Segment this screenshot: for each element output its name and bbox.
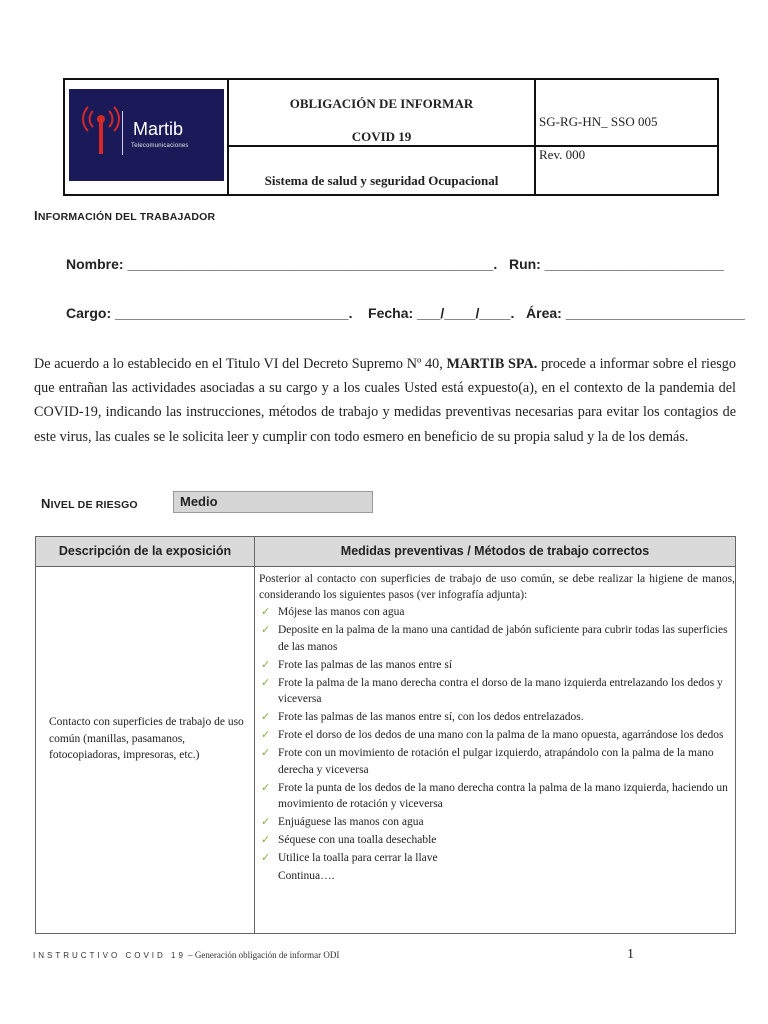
list-item [259, 850, 735, 867]
continue-text: Continua…. [278, 870, 335, 882]
paragraph-pre: De acuerdo a lo establecido en el Titulo VI del Decreto Supremo Nº 40, [34, 356, 447, 372]
checkmark-icon: ✓ [261, 780, 271, 794]
list-item [259, 832, 735, 849]
column-divider [254, 537, 255, 933]
worker-section-title [34, 207, 215, 225]
list-item [259, 745, 735, 778]
step-text: Frote las palmas de las manos entre sí, con los dedos entrelazados. [278, 711, 584, 723]
risk-label-rest: IVEL DE RIESGO [50, 499, 138, 511]
risk-level-label [41, 495, 138, 513]
checkmark-icon: ✓ [261, 657, 271, 671]
title-initial: I [34, 208, 38, 223]
logo-divider [122, 111, 123, 155]
risk-level-value: Medio [173, 491, 373, 513]
footer-instructivo: INSTRUCTIVO COVID 19 [33, 951, 186, 960]
step-text: Frote la palma de la mano derecha contra el dorso de la mano izquierda entrelazando los dedos y viceversa [278, 676, 723, 705]
intro-paragraph [34, 352, 736, 449]
title-rest: NFORMACIÓN DEL TRABAJADOR [37, 211, 216, 223]
list-item [259, 675, 735, 708]
document-header-table [63, 78, 719, 196]
step-text: Frote las palmas de las manos entre sí [278, 658, 453, 671]
revision-number: Rev. 000 [539, 147, 586, 162]
list-item [259, 727, 735, 744]
list-item [259, 709, 735, 726]
system-cell [229, 147, 534, 194]
nombre-run-line: Nombre: _______________________________________________. Run: _______________________ [66, 256, 724, 272]
checkmark-icon: ✓ [261, 605, 271, 618]
risk-label-initial: N [41, 496, 51, 511]
measures-table [35, 536, 736, 934]
company-logo [69, 89, 224, 181]
checkmark-icon: ✓ [261, 728, 271, 741]
step-text: Séquese con una toalla desechable [278, 834, 437, 846]
title-cell [229, 80, 536, 194]
checkmark-icon: ✓ [261, 746, 271, 759]
checkmark-icon: ✓ [261, 623, 271, 636]
system-name: Sistema de salud y seguridad Ocupacional [264, 173, 499, 188]
checkmark-icon: ✓ [261, 710, 271, 723]
logo-brand-text: Martib [133, 119, 184, 139]
logo-subtitle-text: Telecomunicaciones [131, 143, 189, 149]
page-number: 1 [627, 947, 634, 962]
step-text: Utilice la toalla para cerrar la llave [278, 852, 438, 864]
exposure-description: Contacto con superficies de trabajo de uso común (manillas, pasamanos, fotocopiadoras, impresoras, etc.) [49, 716, 244, 761]
header-measures: Medidas preventivas / Métodos de trabajo correctos [340, 544, 650, 558]
step-text: Frote la punta de los dedos de la mano derecha contra la palma de la mano izquierda, haciendo un movimiento de rotación y viceversa [278, 781, 728, 810]
step-text: Frote con un movimiento de rotación el pulgar izquierdo, atrapándolo con la palma de la mano derecha y viceversa [278, 747, 714, 776]
logo-cell [65, 80, 229, 194]
list-item [259, 622, 735, 655]
list-item [259, 780, 735, 813]
document-title: OBLIGACIÓN DE INFORMAR [289, 96, 474, 111]
list-item [259, 814, 735, 831]
checkmark-icon: ✓ [261, 851, 271, 864]
step-text: Frote el dorso de los dedos de una mano con la palma de la mano opuesta, agarrándose los dedos [278, 729, 724, 741]
document-subtitle-covid: COVID 19 [351, 129, 412, 144]
header-exposure: Descripción de la exposición [58, 544, 232, 558]
measures-cell [259, 571, 735, 885]
step-text: Enjuáguese las manos con agua [278, 816, 424, 828]
paragraph-post: procede a informar sobre el riesgo que entrañan las actividades asociadas a su cargo y a los cuales Usted está expuesto(a), en el contexto de la pandemia del COVID-19, indicando las instrucciones, métodos de trabajo y medidas preventivas necesarias para evitar los contagios de este virus, las cuales se le solicita leer y cumplir con todo esmero en beneficio de su propia salud y la de los demás. [34, 356, 736, 445]
checkmark-icon: ✓ [261, 833, 271, 846]
checkmark-icon: ✓ [261, 675, 271, 689]
checkmark-icon: ✓ [261, 815, 271, 828]
title-block [229, 80, 534, 147]
code-cell [536, 80, 719, 194]
footer-description: – Generación obligación de informar ODI [185, 950, 340, 960]
company-name: MARTIB SPA. [446, 356, 538, 372]
table-header-row [36, 537, 735, 567]
step-text: Mójese las manos con agua [278, 606, 405, 618]
measures-intro: Posterior al contacto con superficies de trabajo de uso común, se debe realizar la higiene de manos, considerando los siguientes pasos (ver infografía adjunta): [259, 573, 735, 601]
page-footer [33, 950, 339, 960]
antenna-icon [81, 105, 121, 165]
cargo-fecha-area-line: Cargo: ______________________________. Fecha: ___/____/____. Área: _______________________ [66, 305, 745, 321]
list-item [259, 657, 735, 674]
step-text: Deposite en la palma de la mano una cantidad de jabón suficiente para cubrir todas las superficies de las manos [278, 624, 728, 653]
document-code: SG-RG-HN_ SSO 005 [539, 114, 658, 129]
list-item [259, 604, 735, 621]
